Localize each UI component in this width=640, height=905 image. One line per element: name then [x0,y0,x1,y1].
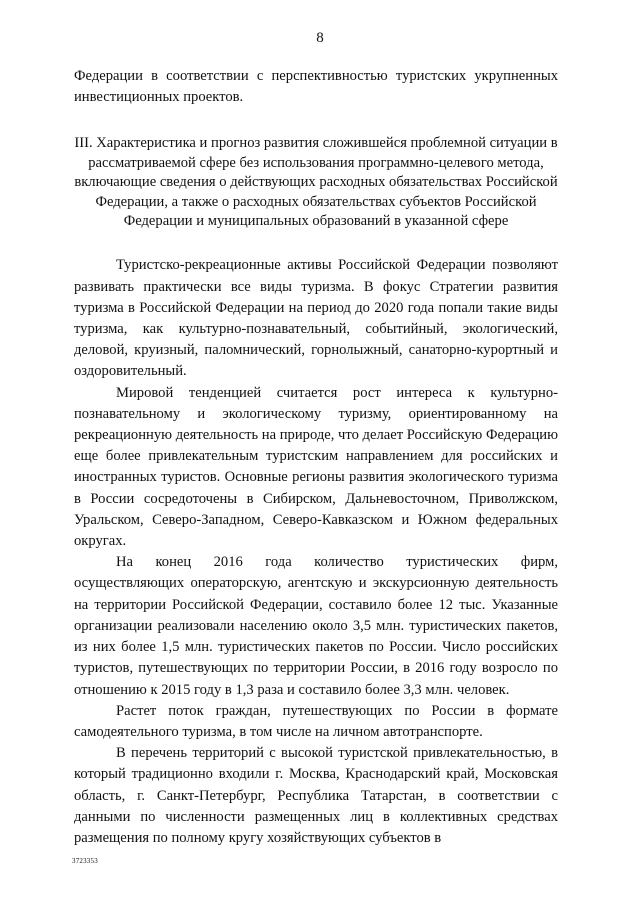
document-body [74,66,558,849]
body-paragraph: Мировой тенденцией считается рост интереса к культурно-познавательному и экологическому туризму, ориентированному на рекреационную деятельность на природе, что делает Российскую Федерацию еще более привлекательным туристским направлением для российских и иностранных туристов. Основные регионы развития экологического туризма в России сосредоточены в Сибирском, Дальневосточном, Приволжском, Уральском, Северо-Западном, Северо-Кавказском и Южном федеральных округах. [74,384,558,550]
body-paragraph: Растет поток граждан, путешествующих по России в формате самодеятельного туризма, в том числе на личном автотранспорте. [74,702,558,740]
body-paragraph: В перечень территорий с высокой туристской привлекательностью, в который традиционно входили г. Москва, Краснодарский край, Московская область, г. Санкт-Петербург, Республика Татарстан, в соответствии с данными по численности размещенных лиц в коллективных средствах размещения по полному кругу хозяйствующих субъектов в [74,745,558,846]
document-id: 3723353 [72,857,98,865]
body-paragraph: Туристско-рекреационные активы Российской Федерации позволяют развивать практически все виды туризма. В фокус Стратегии развития туризма в Российской Федерации на период до 2020 года попали такие виды туризма, как культурно-познавательный, событийный, экологический, деловой, круизный, паломнический, горнолыжный, санаторно-курортный и оздоровительный. [74,257,558,380]
continuation-paragraph: Федерации в соответствии с перспективностью туристских укрупненных инвестиционных проектов. [74,68,558,106]
page-number: 8 [316,30,324,46]
body-paragraph: На конец 2016 года количество туристических фирм, осуществляющих операторскую, агентскую и экскурсионную деятельность на территории Российской Федерации, составило более 12 тыс. Указанные организации реализовали населению около 3,5 млн. туристических пакетов, из них более 1,5 млн. туристических пакетов по России. Число российских туристов, путешествующих по территории России, в 2016 году возросло по отношению к 2015 году в 1,3 раза и составило более 3,3 млн. человек. [74,554,558,698]
section-heading: III. Характеристика и прогноз развития сложившейся проблемной ситуации в рассматриваемой сфере без использования программно-целевого метода, включающие сведения о действующих расходных обязательствах Российской Федерации, а также о расходных обязательствах субъектов Российской Федерации и муниципальных образований в указанной сфере [74,135,558,230]
